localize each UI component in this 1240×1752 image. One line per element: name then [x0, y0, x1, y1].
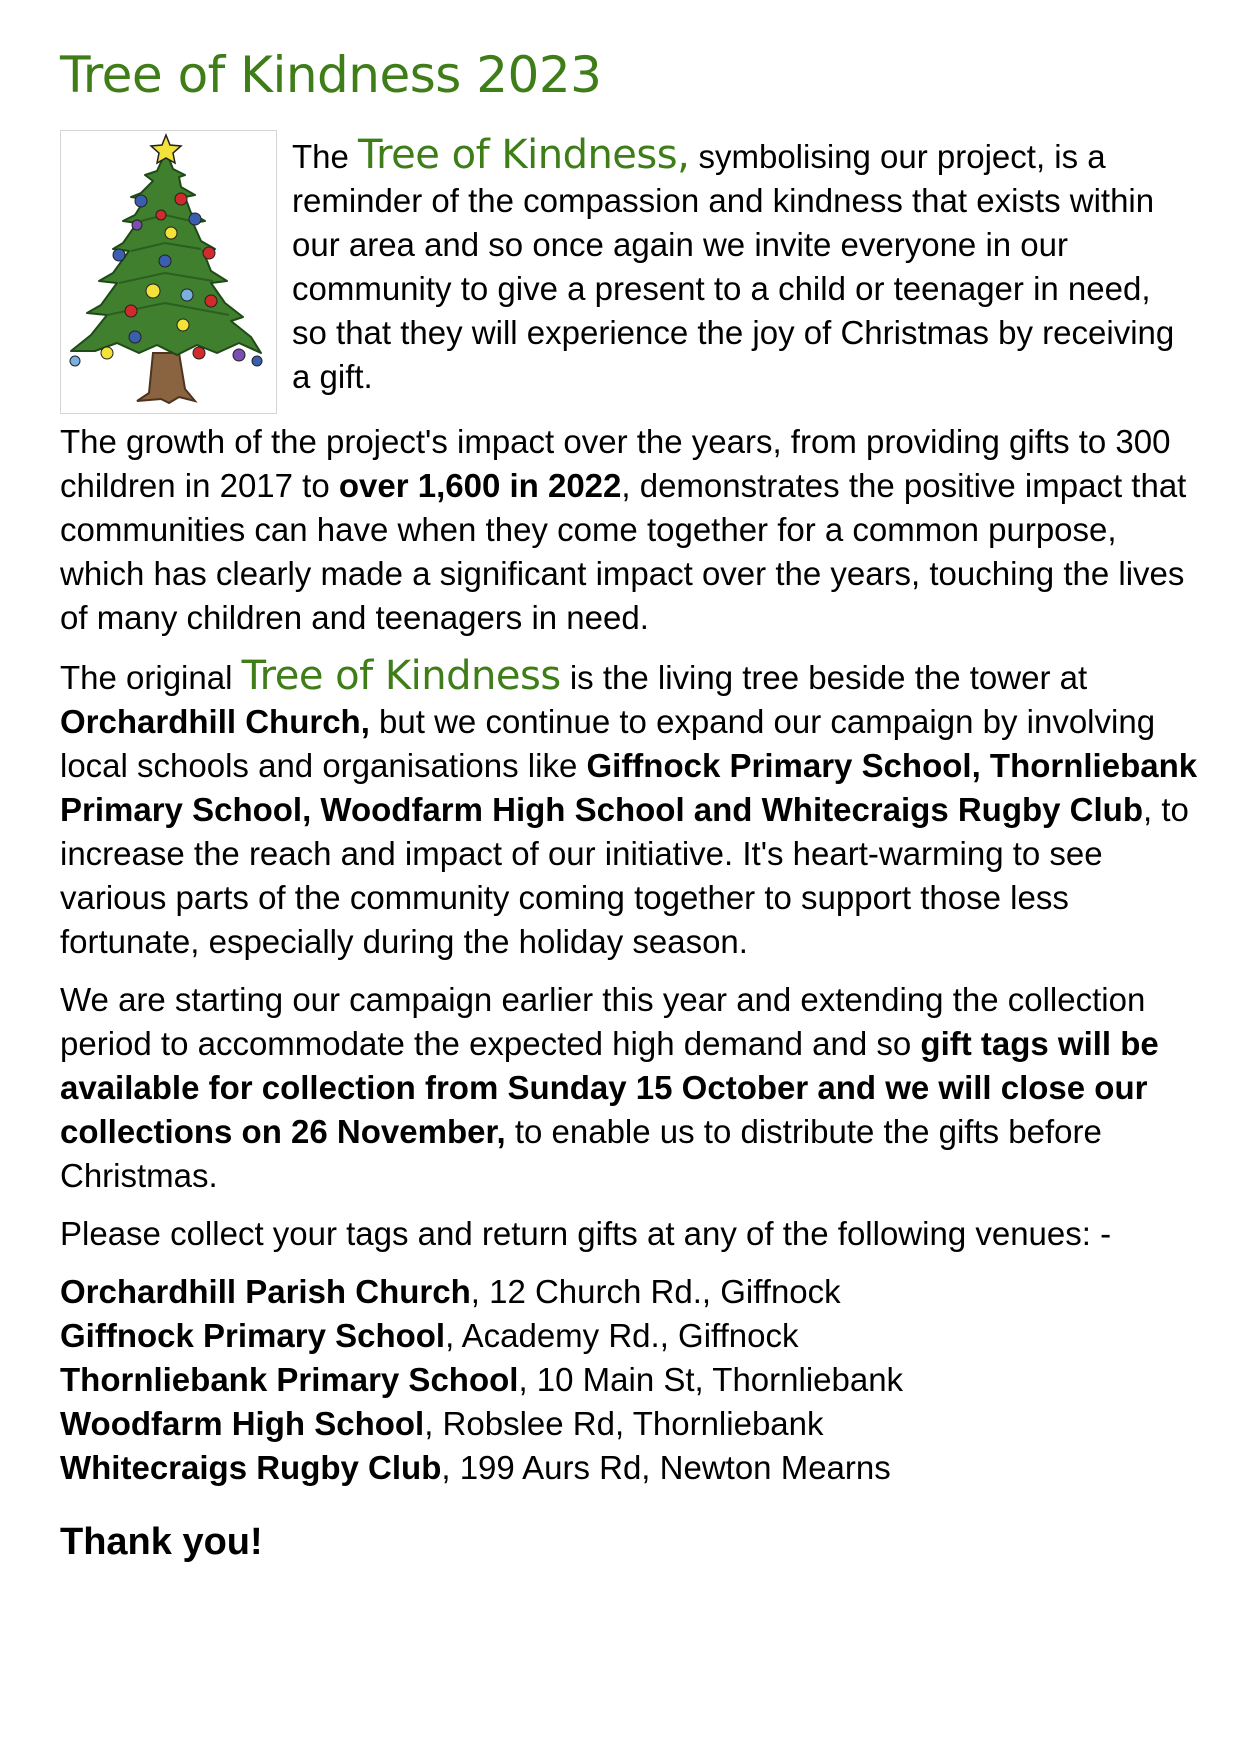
dates-paragraph [60, 978, 1200, 1198]
dates-highlight: gift tags will be available for collection from Sunday 15 October and we will close our collections on 26 November, [60, 1025, 1159, 1150]
venue-address: , Robslee Rd, Thornliebank [424, 1405, 824, 1442]
venue-address: , 199 Aurs Rd, Newton Mearns [441, 1449, 891, 1486]
original-partner-list: Giffnock Primary School, Thornliebank Primary School, Woodfarm High School and Whitecraigs Rugby Club [60, 747, 1198, 828]
original-text-end: , to increase the reach and impact of our initiative. It's heart-warming to see various parts of the community coming together to support those less fortunate, especially during the holiday season. [60, 791, 1189, 960]
intro-text-start: The [292, 138, 359, 175]
growth-paragraph [60, 420, 1200, 640]
original-church-name: Orchardhill Church, [60, 703, 370, 740]
venue-item [60, 1314, 1200, 1358]
venue-item [60, 1446, 1200, 1490]
venue-item [60, 1358, 1200, 1402]
venue-item [60, 1402, 1200, 1446]
original-brand-name: Tree of Kindness [241, 653, 561, 699]
growth-text-start: The growth of the project's impact over the years, from providing gifts to 300 children in 2017 to [60, 423, 1171, 504]
intro-paragraph [292, 133, 1192, 399]
venue-name: Thornliebank Primary School [60, 1361, 519, 1398]
venue-name: Whitecraigs Rugby Club [60, 1449, 442, 1486]
growth-text-end: , demonstrates the positive impact that communities can have when they come together for a common purpose, which has clearly made a significant impact over the years, touching the lives of many children and teenagers in need. [60, 467, 1187, 636]
document-title: Tree of Kindness 2023 [60, 46, 602, 104]
venue-item [60, 1270, 1200, 1314]
venue-address: , 12 Church Rd., Giffnock [470, 1273, 841, 1310]
christmas-tree-illustration [60, 130, 277, 414]
growth-highlight: over 1,600 in 2022 [338, 467, 622, 504]
venue-address: , Academy Rd., Giffnock [445, 1317, 799, 1354]
intro-text-end: symbolising our project, is a reminder of the compassion and kindness that exists within our area and so once again we invite everyone in our community to give a present to a child or teenager in need, so that they will experience the joy of Christmas by receiving a gift. [292, 138, 1175, 395]
venue-name: Orchardhill Parish Church [60, 1273, 471, 1310]
thank-you-message: Thank you! [60, 1521, 263, 1563]
body-text [60, 420, 1200, 1578]
dates-text-end: to enable us to distribute the gifts before Christmas. [60, 1113, 1102, 1194]
christmas-tree-icon [61, 131, 276, 413]
venue-address: , 10 Main St, Thornliebank [518, 1361, 904, 1398]
venue-name: Woodfarm High School [60, 1405, 425, 1442]
original-text-mid-1: is the living tree beside the tower at [560, 659, 1088, 696]
intro-brand-name: Tree of Kindness, [358, 132, 690, 178]
original-text-mid-2: but we continue to expand our campaign by involving local schools and organisations like [60, 703, 1156, 784]
dates-text-start: We are starting our campaign earlier this year and extending the collection period to accommodate the expected high demand and so [60, 981, 1146, 1062]
venue-list [60, 1270, 1200, 1490]
venue-name: Giffnock Primary School [60, 1317, 446, 1354]
original-tree-paragraph [60, 654, 1200, 964]
collect-paragraph: Please collect your tags and return gifts at any of the following venues: - [60, 1215, 1112, 1252]
original-text-start: The original [60, 659, 242, 696]
